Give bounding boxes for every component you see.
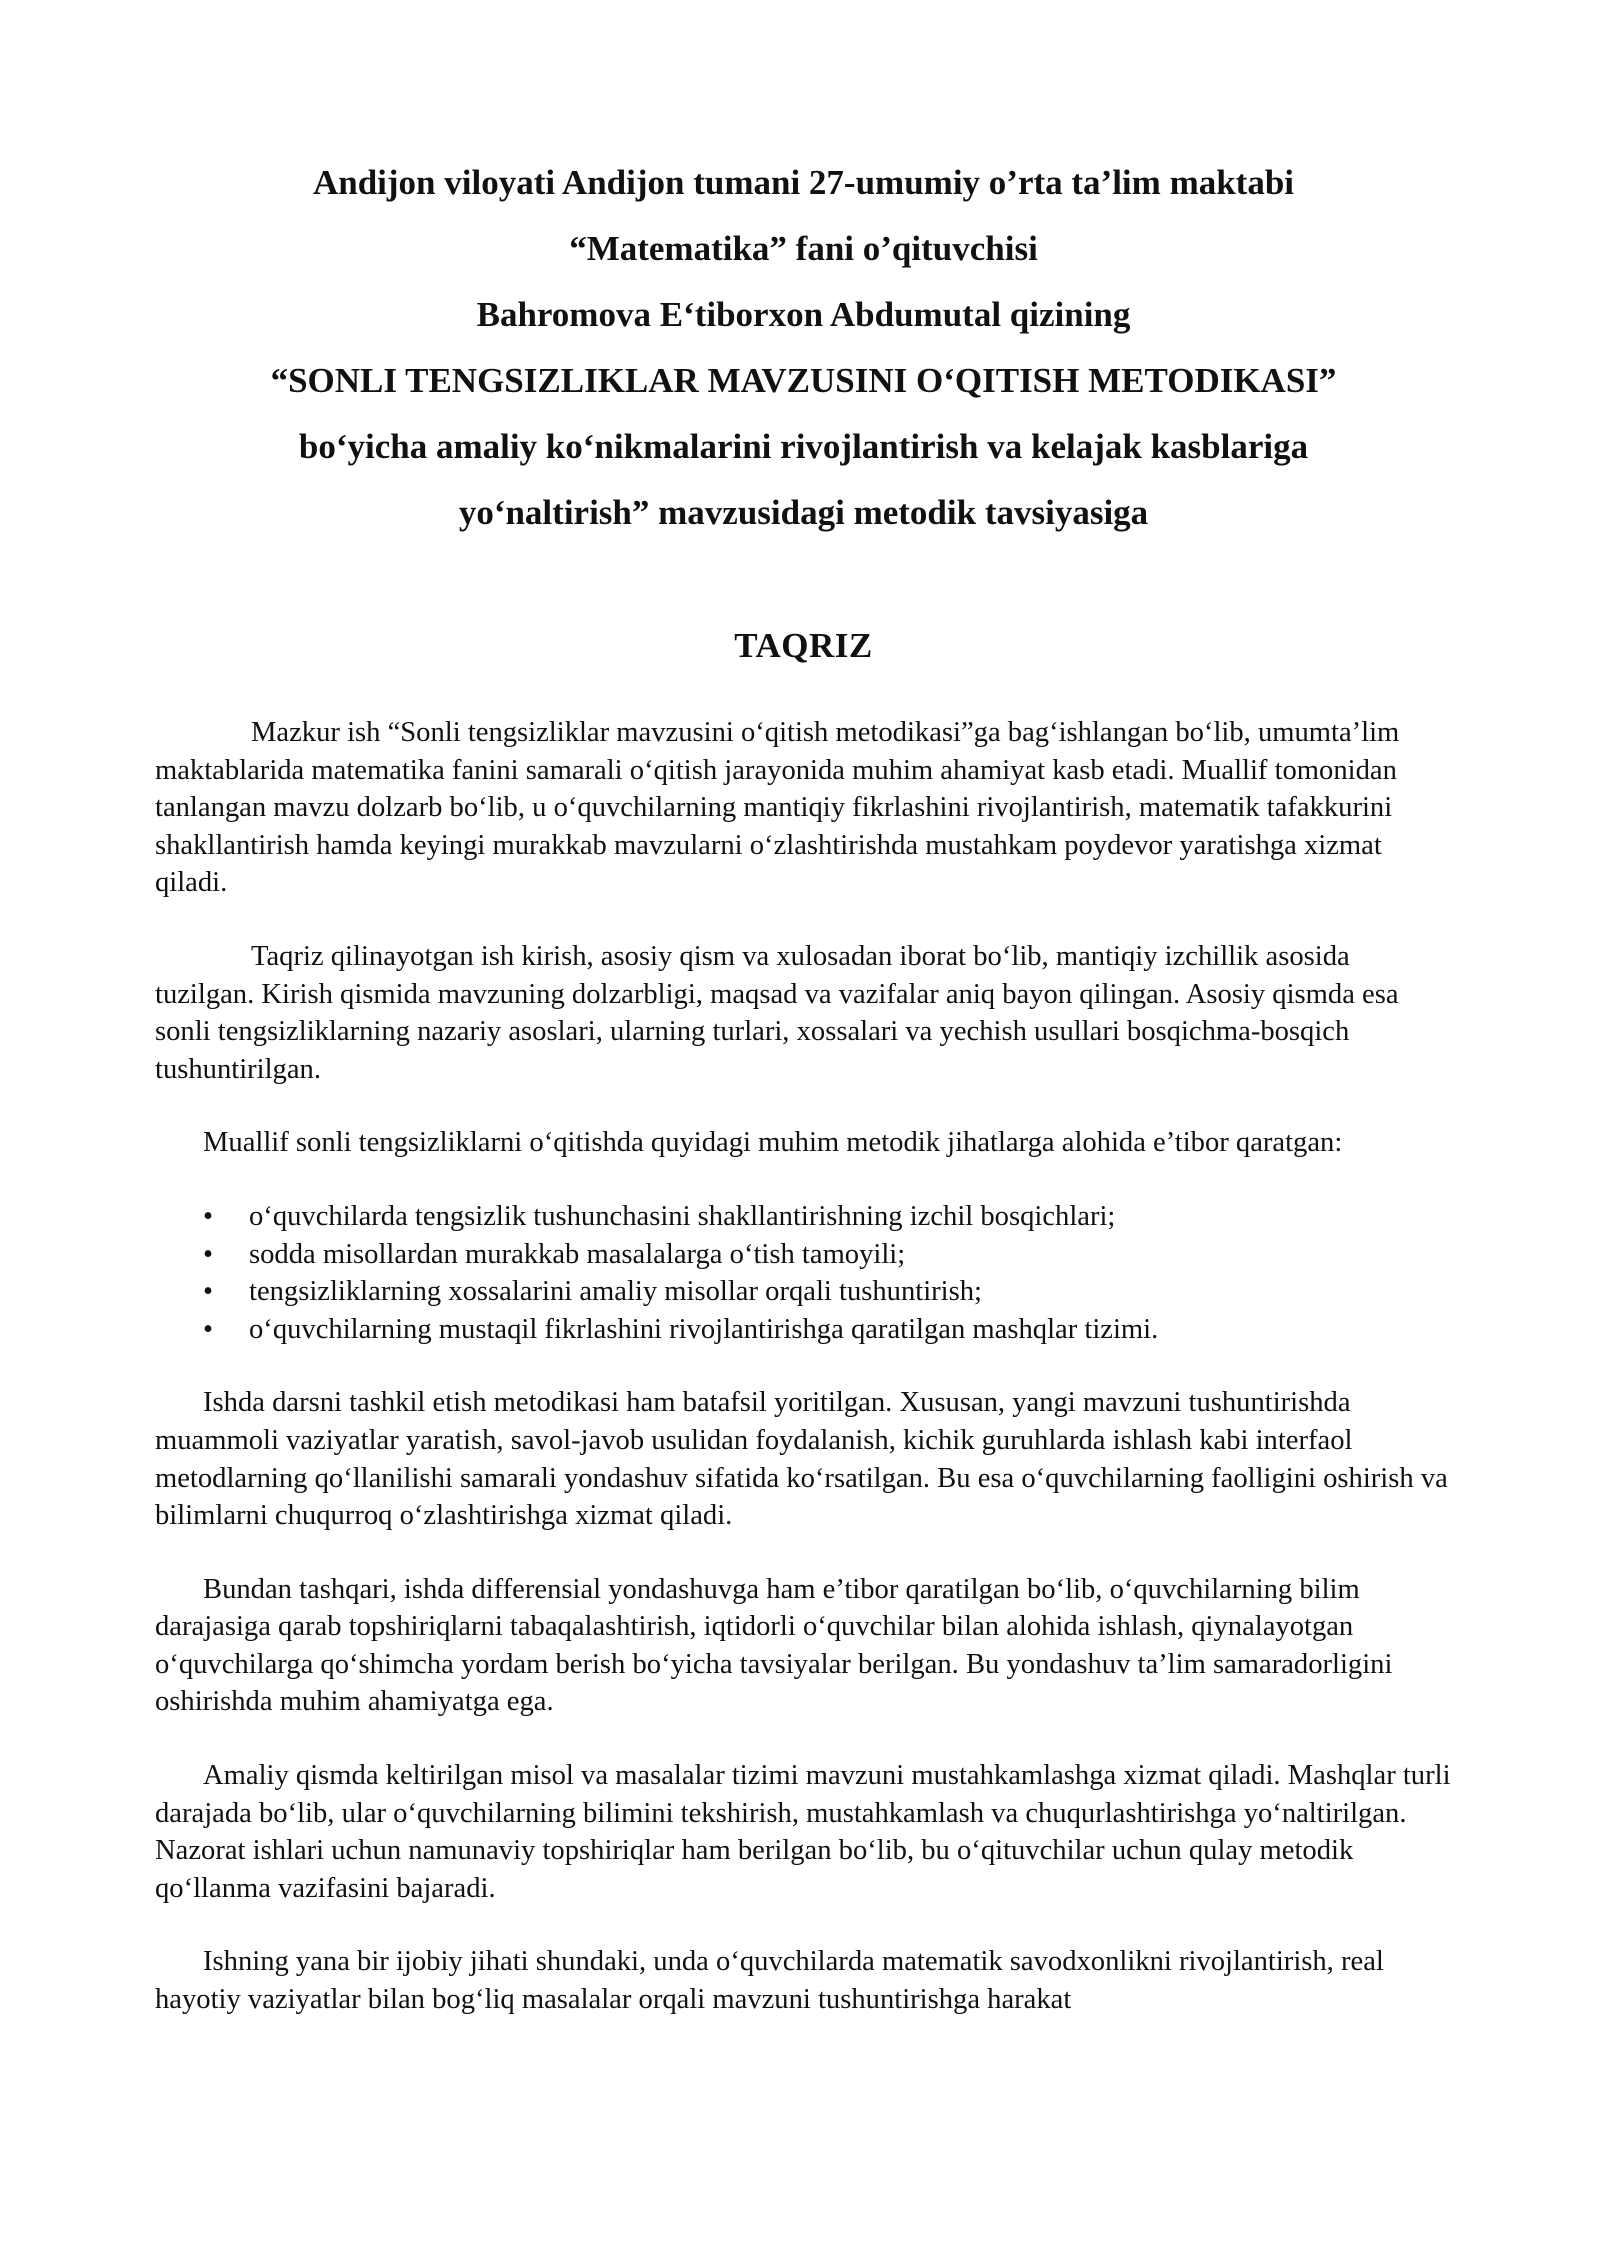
methodology-list	[155, 1198, 1452, 1348]
paragraph-structure: Taqriz qilinayotgan ish kirish, asosiy qism va xulosadan iborat bo‘lib, mantiqiy izchillik asosida tuzilgan. Kirish qismida mavzuning dolzarbligi, maqsad va vazifalar aniq bayon qilingan. Asosiy qismda esa sonli tengsizliklarning nazariy asoslari, ularning turlari, xossalari va yechish usullari bosqichma-bosqich tushuntirilgan.	[155, 940, 1399, 1085]
bullet-icon: •	[203, 1238, 214, 1270]
bullet-icon: •	[203, 1276, 214, 1308]
paragraph-practical: Amaliy qismda keltirilgan misol va masalalar tizimi mavzuni mustahkamlashga xizmat qiladi. Mashqlar turli darajada bo‘lib, ular o‘quvchilarning bilimini tekshirish, mustahkamlash va chuqurlashtirishga yo‘naltirilgan. Nazorat ishlari uchun namunaviy topshiriqlar ham berilgan bo‘lib, bu o‘qituvchilar uchun qulay metodik qo‘llanma vazifasini bajaradi.	[155, 1760, 1451, 1904]
paragraph-methodology-lead: Muallif sonli tengsizliklarni o‘qitishda quyidagi muhim metodik jihatlarga alohida e’tibor qaratgan:	[203, 1127, 1343, 1159]
paragraph-intro: Mazkur ish “Sonli tengsizliklar mavzusini o‘qitish metodikasi”ga bag‘ishlangan bo‘lib, umumta’lim maktablarida matematika fanini samarali o‘qitish jarayonida muhim ahamiyat kasb etadi. Muallif tomonidan tanlangan mavzu dolzarb bo‘lib, u o‘quvchilarning mantiqiy fikrlashini rivojlantirish, matematik tafakkurini shakllantirish hamda keyingi murakkab mavzularni o‘zlashtirishda mustahkam poydevor yaratishga xizmat qiladi.	[155, 717, 1400, 899]
document-header	[155, 150, 1452, 546]
list-item: • o‘quvchilarning mustaqil fikrlashini rivojlantirishga qaratilgan mashqlar tizimi.	[203, 1311, 1452, 1349]
list-item: • sodda misollardan murakkab masalalarga o‘tish tamoyili;	[203, 1236, 1452, 1274]
document-body	[155, 714, 1452, 2019]
paragraph-differential: Bundan tashqari, ishda differensial yondashuvga ham e’tibor qaratilgan bo‘lib, o‘quvchilarning bilim darajasiga qarab topshiriqlarni tabaqalashtirish, iqtidorli o‘quvchilar bilan alohida ishlash, qiynalayotgan o‘quvchilarga qo‘shimcha yordam berish bo‘yicha tavsiyalar berilgan. Bu yondashuv ta’lim samaradorligini oshirishda muhim ahamiyatga ega.	[155, 1573, 1393, 1718]
header-line-school: Andijon viloyati Andijon tumani 27-umumiy o’rta ta’lim maktabi	[312, 163, 1295, 202]
header-line-subject: “Matematika” fani o’qituvchisi	[569, 229, 1038, 268]
document-title: TAQRIZ	[734, 626, 873, 665]
header-line-topic: “SONLI TENGSIZLIKLAR MAVZUSINI O‘QITISH METODIKASI”	[270, 361, 1337, 400]
bullet-icon: •	[203, 1200, 214, 1232]
header-line-topic-end: yo‘naltirish” mavzusidagi metodik tavsiyasiga	[458, 493, 1149, 532]
paragraph-lesson-methods: Ishda darsni tashkil etish metodikasi ham batafsil yoritilgan. Xususan, yangi mavzuni tushuntirishda muammoli vaziyatlar yaratish, savol-javob usulidan foydalanish, kichik guruhlarda ishlash kabi interfaol metodlarning qo‘llanilishi samarali yondashuv sifatida ko‘rsatilgan. Bu esa o‘quvchilarning faolligini oshirish va bilimlarni chuqurroq o‘zlashtirishga xizmat qiladi.	[155, 1387, 1448, 1532]
list-item: • o‘quvchilarda tengsizlik tushunchasini shakllantirishning izchil bosqichlari;	[203, 1198, 1452, 1236]
paragraph-positive: Ishning yana bir ijobiy jihati shundaki, unda o‘quvchilarda matematik savodxonlikni rivojlantirish, real hayotiy vaziyatlar bilan bog‘liq masalalar orqali mavzuni tushuntirishga harakat	[155, 1946, 1384, 2016]
header-line-topic-cont: bo‘yicha amaliy ko‘nikmalarini rivojlantirish va kelajak kasblariga	[298, 427, 1309, 466]
list-item: • tengsizliklarning xossalarini amaliy misollar orqali tushuntirish;	[203, 1273, 1452, 1311]
bullet-icon: •	[203, 1313, 214, 1345]
header-line-author: Bahromova E‘tiborxon Abdumutal qizining	[476, 295, 1131, 334]
